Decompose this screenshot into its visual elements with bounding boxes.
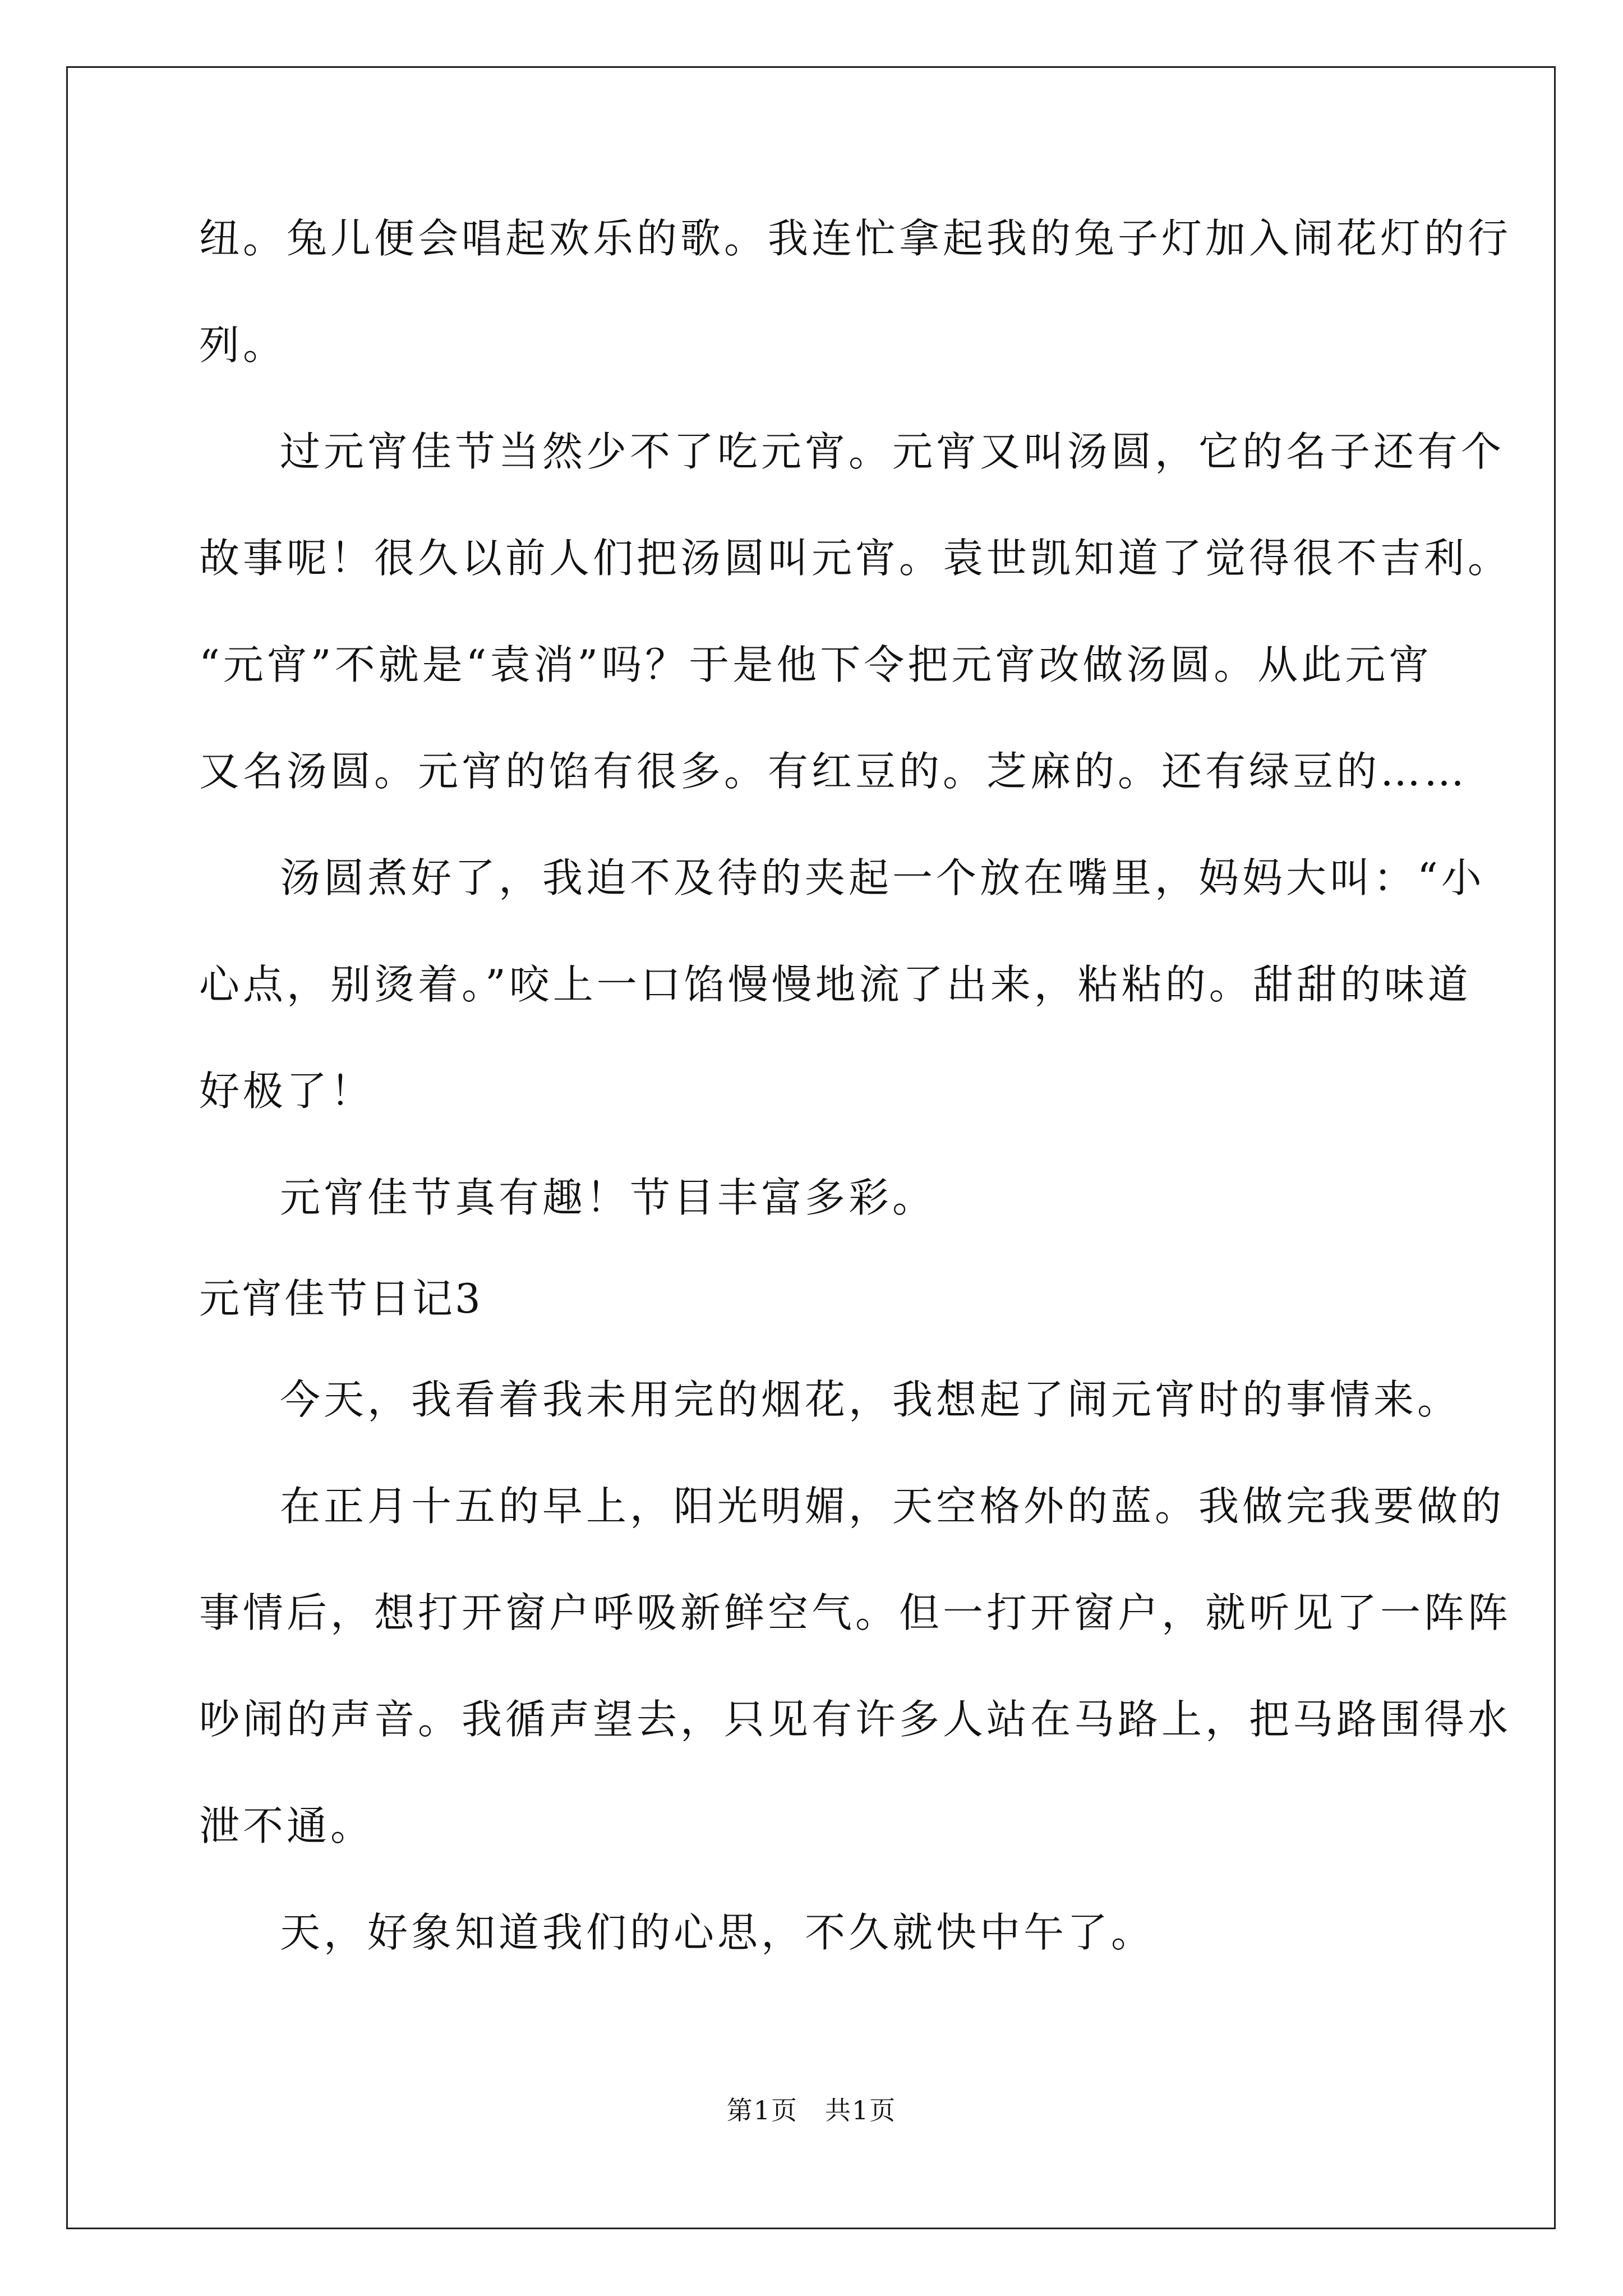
text-line: 好极了！ xyxy=(199,1068,375,1115)
paragraph-start-line: 今天，我看着我未用完的烟花，我想起了闹元宵时的事情来。 xyxy=(280,1376,1461,1423)
text-line: 泄不通。 xyxy=(199,1802,375,1849)
page-footer: 第1页 共1页 xyxy=(726,2095,897,2125)
text-line: 纽。兔儿便会唱起欢乐的歌。我连忙拿起我的兔子灯加入闹花灯的行 xyxy=(199,215,1512,262)
text-line: 又名汤圆。元宵的馅有很多。有红豆的。芝麻的。还有绿豆的…… xyxy=(199,748,1468,795)
paragraph-start-line: 元宵佳节真有趣！节目丰富多彩。 xyxy=(280,1174,937,1221)
page-border xyxy=(66,66,1556,2229)
paragraph-start-line: 在正月十五的早上，阳光明媚，天空格外的蓝。我做完我要做的 xyxy=(280,1483,1505,1530)
text-line: 心点，别烫着。”咬上一口馅慢慢地流了出来，粘粘的。甜甜的味道 xyxy=(199,961,1472,1008)
text-line: 故事呢！很久以前人们把汤圆叫元宵。袁世凯知道了觉得很不吉利。 xyxy=(199,535,1512,582)
paragraph-start-line: 汤圆煮好了，我迫不及待的夹起一个放在嘴里，妈妈大叫：“小 xyxy=(280,854,1485,901)
text-line: 事情后，想打开窗户呼吸新鲜空气。但一打开窗户，就听见了一阵阵 xyxy=(199,1589,1512,1636)
section-heading: 元宵佳节日记3 xyxy=(199,1275,483,1322)
text-line: “元宵”不就是“袁消”吗？于是他下令把元宵改做汤圆。从此元宵 xyxy=(199,641,1433,688)
text-line: 吵闹的声音。我循声望去，只见有许多人站在马路上，把马路围得水 xyxy=(199,1696,1512,1743)
paragraph-start-line: 天，好象知道我们的心思，不久就快中午了。 xyxy=(280,1909,1155,1956)
paragraph-start-line: 过元宵佳节当然少不了吃元宵。元宵又叫汤圆，它的名子还有个 xyxy=(280,428,1505,475)
text-line: 列。 xyxy=(199,321,287,369)
